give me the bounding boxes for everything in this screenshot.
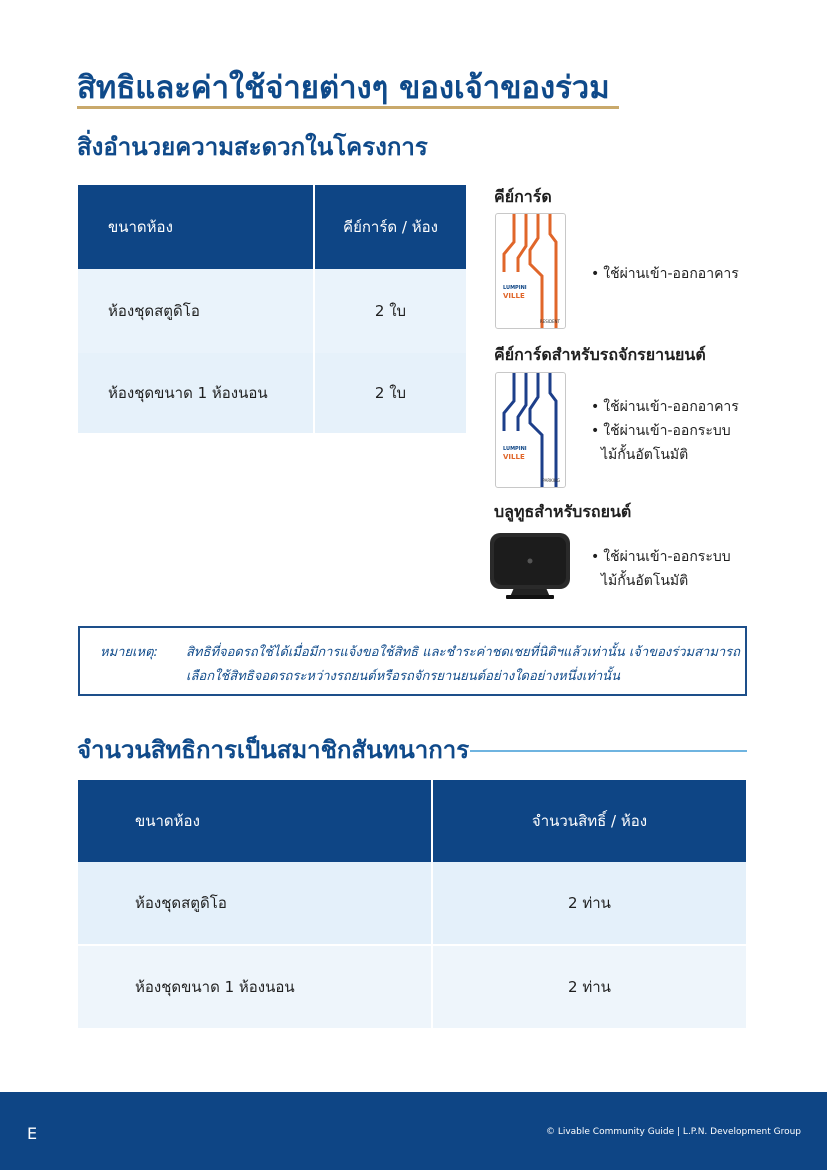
page-letter: E [27,1124,38,1143]
keycard-table [78,185,466,433]
bullet-item: • ใช้ผ่านเข้า-ออกอาคาร [591,399,739,415]
membership-table [78,780,746,1028]
bluetooth-tag-icon [488,531,572,601]
card-sub-brand: VILLE [503,453,525,461]
bullet-item-continued: ไม้กั้นอัตโนมัติ [601,447,689,463]
table-header-cell: คีย์การ์ด / ห้อง [314,185,466,269]
table-cell: ห้องชุดสตูดิโอ [78,862,432,945]
parking-keycard-icon [495,372,566,488]
card-tag: RESIDENT [539,319,560,324]
table-row [78,862,746,945]
table-cell: ห้องชุดขนาด 1 ห้องนอน [78,353,314,433]
table-header-row [78,780,746,862]
bluetooth-label: บลูทูธสำหรับรถยนต์ [494,502,632,521]
resident-keycard-icon [495,213,566,329]
keycard-label: คีย์การ์ด [494,187,552,206]
card-brand: LUMPINI [503,446,527,452]
footer-credit: © Livable Community Guide | L.P.N. Development Group [545,1127,801,1137]
table-header-cell: จำนวนสิทธิ์ / ห้อง [432,780,746,862]
table-header-row [78,185,466,269]
table-cell: ห้องชุดขนาด 1 ห้องนอน [78,945,432,1028]
note-label: หมายเหตุ: [100,645,158,660]
table-header-cell: ขนาดห้อง [78,185,314,269]
title-underline [77,106,619,109]
bullet-item: • ใช้ผ่านเข้า-ออกระบบ [591,423,731,439]
motorcycle-keycard-label: คีย์การ์ดสำหรับรถจักรยานยนต์ [494,345,706,364]
table-row [78,945,746,1028]
table-cell: 2 ใบ [314,269,466,353]
bullet-item: • ใช้ผ่านเข้า-ออกระบบ [591,549,731,565]
table-cell: 2 ท่าน [432,945,746,1028]
footer-bar [0,1092,827,1170]
card-sub-brand: VILLE [503,292,525,300]
table-cell: 2 ท่าน [432,862,746,945]
table-cell: ห้องชุดสตูดิโอ [78,269,314,353]
bullet-item-continued: ไม้กั้นอัตโนมัติ [601,573,689,589]
table-row [78,269,466,353]
heading-rule [470,750,747,752]
card-brand: LUMPINI [503,285,527,291]
page-title: สิทธิและค่าใช้จ่ายต่างๆ ของเจ้าของร่วม [77,70,610,106]
bullet-item: • ใช้ผ่านเข้า-ออกอาคาร [591,266,739,282]
table-header-cell: ขนาดห้อง [78,780,432,862]
membership-heading: จำนวนสิทธิการเป็นสมาชิกสันทนาการ [77,736,470,764]
note-text: สิทธิที่จอดรถใช้ได้เมื่อมีการแจ้งขอใช้สิทธิ และชำระค่าชดเชยที่นิติฯแล้วเท่านั้น เจ้าของร่วมสามารถเลือกใช้สิทธิจอดรถระหว่างรถยนต์หรือรถจักรยานยนต์อย่างใดอย่างหนึ่งเท่านั้น [186,645,741,684]
facilities-heading: สิ่งอำนวยความสะดวกในโครงการ [77,133,428,161]
table-row [78,353,466,433]
card-tag: PARKING [542,478,560,483]
table-cell: 2 ใบ [314,353,466,433]
note-box [78,626,747,696]
